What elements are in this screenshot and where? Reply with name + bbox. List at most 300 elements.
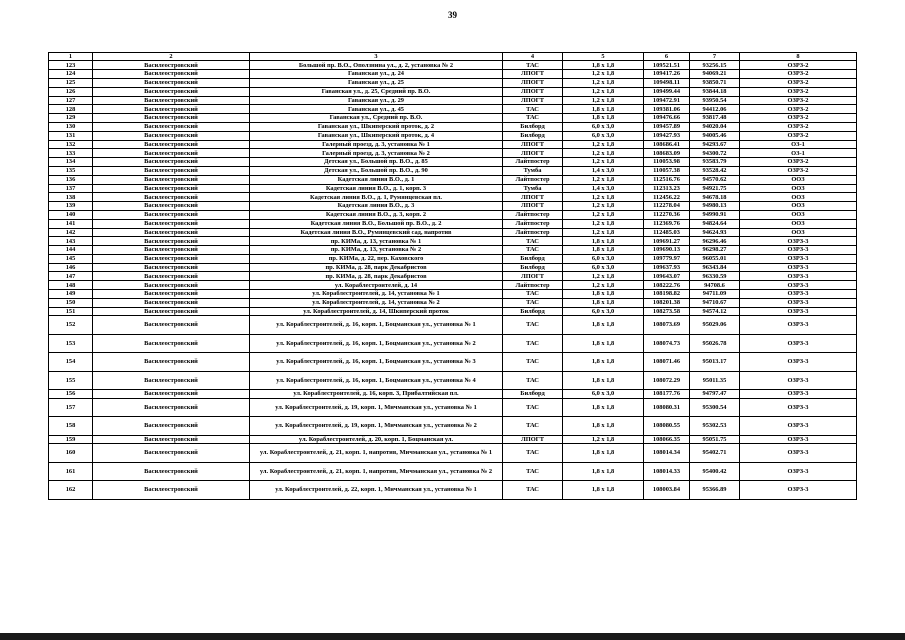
size-cell: 1,8 x 1,8 [563, 371, 644, 389]
size-cell: 1,8 x 1,8 [563, 237, 644, 246]
coordinate-x-cell: 108066.35 [644, 435, 690, 444]
table-row [49, 334, 857, 352]
coordinate-x-cell: 109476.66 [644, 114, 690, 123]
col-header-3: 3 [250, 53, 503, 61]
zone-cell: ООЗ [740, 202, 857, 211]
row-number-cell: 135 [49, 166, 93, 175]
address-cell: ул. Кораблестроителей, д. 16, корп. 3, Прибалтийская пл. [250, 390, 503, 399]
coordinate-y-cell: 95402.71 [690, 444, 740, 462]
table-row [49, 290, 857, 299]
structure-type-cell: ЛПОГТ [503, 140, 563, 149]
row-number-cell: 145 [49, 254, 93, 263]
coordinate-x-cell: 112516.76 [644, 175, 690, 184]
table-row [49, 316, 857, 334]
address-cell: ул. Кораблестроителей, д. 16, корп. 1, Боцманская ул., установка № 2 [250, 334, 503, 352]
coordinate-x-cell: 110053.98 [644, 158, 690, 167]
zone-cell: ООЗ [740, 184, 857, 193]
col-header-7: 7 [690, 53, 740, 61]
table-row [49, 78, 857, 87]
structure-type-cell: Билборд [503, 122, 563, 131]
coordinate-y-cell: 93817.48 [690, 114, 740, 123]
district-cell: Василеостровский [93, 78, 250, 87]
address-cell: пр. КИМа, д. 13, установка № 2 [250, 246, 503, 255]
header-row [49, 53, 857, 61]
table-row [49, 61, 857, 70]
coordinate-x-cell: 108003.84 [644, 481, 690, 499]
structure-type-cell: ТАС [503, 417, 563, 435]
row-number-cell: 161 [49, 462, 93, 480]
district-cell: Василеостровский [93, 105, 250, 114]
district-cell: Василеостровский [93, 158, 250, 167]
row-number-cell: 128 [49, 105, 93, 114]
district-cell: Василеостровский [93, 398, 250, 416]
coordinate-y-cell: 94990.91 [690, 210, 740, 219]
address-cell: ул. Кораблестроителей, д. 21, корп. 1, напротив, Мичманская ул., установка № 2 [250, 462, 503, 480]
structure-type-cell: ТАС [503, 316, 563, 334]
row-number-cell: 131 [49, 131, 93, 140]
structure-type-cell: ЛПОГТ [503, 149, 563, 158]
size-cell: 1,2 x 1,8 [563, 435, 644, 444]
coordinate-x-cell: 109690.13 [644, 246, 690, 255]
coordinate-x-cell: 109457.89 [644, 122, 690, 131]
row-number-cell: 149 [49, 290, 93, 299]
zone-cell: ОЗРЗ-3 [740, 444, 857, 462]
coordinate-x-cell: 112456.22 [644, 193, 690, 202]
size-cell: 6,0 x 3,0 [563, 131, 644, 140]
row-number-cell: 136 [49, 175, 93, 184]
coordinate-y-cell: 95400.42 [690, 462, 740, 480]
col-header-1: 1 [49, 53, 93, 61]
address-cell: Гаванская ул., Шкиперский проток, д. 4 [250, 131, 503, 140]
structure-type-cell: ЛПОГТ [503, 435, 563, 444]
zone-cell: ОЗРЗ-3 [740, 307, 857, 316]
row-number-cell: 159 [49, 435, 93, 444]
district-cell: Василеостровский [93, 140, 250, 149]
address-cell: ул. Кораблестроителей, д. 16, корп. 1, Боцманская ул., установка № 3 [250, 353, 503, 371]
zone-cell: ООЗ [740, 210, 857, 219]
zone-cell: ОЗРЗ-2 [740, 78, 857, 87]
address-cell: ул. Кораблестроителей, д. 14, Шкиперский проток [250, 307, 503, 316]
coordinate-x-cell: 108080.55 [644, 417, 690, 435]
row-number-cell: 155 [49, 371, 93, 389]
coordinate-y-cell: 94980.13 [690, 202, 740, 211]
coordinate-y-cell: 95300.54 [690, 398, 740, 416]
coordinate-y-cell: 93850.71 [690, 78, 740, 87]
address-cell: Гаванская ул., Средний пр. В.О. [250, 114, 503, 123]
structure-type-cell: ТАС [503, 237, 563, 246]
table-row [49, 175, 857, 184]
coordinate-y-cell: 93844.18 [690, 87, 740, 96]
zone-cell: ОЗРЗ-2 [740, 70, 857, 79]
structure-type-cell: ЛПОГТ [503, 87, 563, 96]
coordinate-y-cell: 93583.79 [690, 158, 740, 167]
coordinate-x-cell: 112313.23 [644, 184, 690, 193]
address-cell: ул. Кораблестроителей, д. 14, установка № 1 [250, 290, 503, 299]
coordinate-x-cell: 108686.41 [644, 140, 690, 149]
table-row [49, 105, 857, 114]
zone-cell: ООЗ [740, 175, 857, 184]
structure-type-cell: Билборд [503, 263, 563, 272]
structure-type-cell: Билборд [503, 131, 563, 140]
row-number-cell: 142 [49, 228, 93, 237]
zone-cell: ОЗРЗ-3 [740, 353, 857, 371]
coordinate-y-cell: 93256.15 [690, 61, 740, 70]
row-number-cell: 154 [49, 353, 93, 371]
zone-cell: ОЗРЗ-3 [740, 237, 857, 246]
district-cell: Василеостровский [93, 334, 250, 352]
size-cell: 1,4 x 3,0 [563, 184, 644, 193]
coordinate-y-cell: 96055.01 [690, 254, 740, 263]
table-row [49, 246, 857, 255]
coordinate-x-cell: 108201.38 [644, 298, 690, 307]
size-cell: 1,2 x 1,8 [563, 175, 644, 184]
district-cell: Василеостровский [93, 390, 250, 399]
size-cell: 1,2 x 1,8 [563, 193, 644, 202]
structure-type-cell: ТАС [503, 61, 563, 70]
coordinate-x-cell: 108080.31 [644, 398, 690, 416]
address-cell: ул. Кораблестроителей, д. 14 [250, 281, 503, 290]
coordinate-y-cell: 94624.93 [690, 228, 740, 237]
address-cell: Гаванская ул., д. 29 [250, 96, 503, 105]
zone-cell: ОЗРЗ-2 [740, 105, 857, 114]
structure-type-cell: Билборд [503, 390, 563, 399]
table-row [49, 481, 857, 499]
size-cell: 1,8 x 1,8 [563, 444, 644, 462]
coordinate-x-cell: 109643.07 [644, 272, 690, 281]
coordinate-y-cell: 94921.75 [690, 184, 740, 193]
bottom-edge-bar [0, 633, 905, 640]
address-cell: ул. Кораблестроителей, д. 22, корп. 1, Мичманская ул., установка № 1 [250, 481, 503, 499]
row-number-cell: 143 [49, 237, 93, 246]
zone-cell: ОЗРЗ-3 [740, 417, 857, 435]
district-cell: Василеостровский [93, 254, 250, 263]
district-cell: Василеостровский [93, 175, 250, 184]
coordinate-y-cell: 93528.42 [690, 166, 740, 175]
address-cell: Кадетская линия В.О., Большой пр. В.О., д. 2 [250, 219, 503, 228]
size-cell: 1,8 x 1,8 [563, 462, 644, 480]
size-cell: 6,0 x 3,0 [563, 307, 644, 316]
district-cell: Василеостровский [93, 122, 250, 131]
district-cell: Василеостровский [93, 435, 250, 444]
coordinate-y-cell: 94574.12 [690, 307, 740, 316]
coordinate-x-cell: 109498.11 [644, 78, 690, 87]
structure-type-cell: Лайтпостер [503, 281, 563, 290]
address-cell: ул. Кораблестроителей, д. 16, корп. 1, Боцманская ул., установка № 1 [250, 316, 503, 334]
row-number-cell: 137 [49, 184, 93, 193]
coordinate-y-cell: 96298.27 [690, 246, 740, 255]
structure-type-cell: ЛПОГТ [503, 78, 563, 87]
coordinate-x-cell: 109417.26 [644, 70, 690, 79]
address-cell: Гаванская ул., д. 45 [250, 105, 503, 114]
coordinate-x-cell: 108014.33 [644, 462, 690, 480]
size-cell: 1,2 x 1,8 [563, 210, 644, 219]
address-cell: Гаванская ул., д. 25 [250, 78, 503, 87]
coordinate-y-cell: 94710.67 [690, 298, 740, 307]
district-cell: Василеостровский [93, 281, 250, 290]
size-cell: 1,2 x 1,8 [563, 96, 644, 105]
district-cell: Василеостровский [93, 481, 250, 499]
address-cell: Галерный проезд, д. 3, установка № 2 [250, 149, 503, 158]
coordinate-x-cell: 108014.34 [644, 444, 690, 462]
zone-cell: ОЗРЗ-2 [740, 61, 857, 70]
row-number-cell: 146 [49, 263, 93, 272]
row-number-cell: 126 [49, 87, 93, 96]
table-row [49, 417, 857, 435]
placements-table [48, 52, 857, 500]
address-cell: Детская ул., Большой пр. В.О., д. 85 [250, 158, 503, 167]
structure-type-cell: ЛПОГТ [503, 96, 563, 105]
table-row [49, 307, 857, 316]
coordinate-y-cell: 95011.35 [690, 371, 740, 389]
table-row [49, 353, 857, 371]
district-cell: Василеостровский [93, 166, 250, 175]
district-cell: Василеостровский [93, 417, 250, 435]
structure-type-cell: ТАС [503, 105, 563, 114]
col-header-4: 4 [503, 53, 563, 61]
size-cell: 1,8 x 1,8 [563, 334, 644, 352]
table-row [49, 140, 857, 149]
size-cell: 1,8 x 1,8 [563, 105, 644, 114]
district-cell: Василеостровский [93, 272, 250, 281]
coordinate-y-cell: 94293.67 [690, 140, 740, 149]
row-number-cell: 132 [49, 140, 93, 149]
zone-cell: ОЗРЗ-3 [740, 254, 857, 263]
structure-type-cell: Лайтпостер [503, 228, 563, 237]
coordinate-x-cell: 108071.46 [644, 353, 690, 371]
table-row [49, 444, 857, 462]
col-header-8: 8 [740, 53, 857, 61]
district-cell: Василеостровский [93, 61, 250, 70]
coordinate-y-cell: 96296.46 [690, 237, 740, 246]
row-number-cell: 129 [49, 114, 93, 123]
district-cell: Василеостровский [93, 307, 250, 316]
size-cell: 1,2 x 1,8 [563, 149, 644, 158]
structure-type-cell: ТАС [503, 398, 563, 416]
size-cell: 1,2 x 1,8 [563, 158, 644, 167]
zone-cell: ОЗРЗ-2 [740, 158, 857, 167]
structure-type-cell: Тумба [503, 166, 563, 175]
address-cell: Гаванская ул., Шкиперский проток, д. 2 [250, 122, 503, 131]
coordinate-y-cell: 94797.47 [690, 390, 740, 399]
structure-type-cell: ЛПОГТ [503, 202, 563, 211]
table-row [49, 435, 857, 444]
size-cell: 1,8 x 1,8 [563, 417, 644, 435]
row-number-cell: 156 [49, 390, 93, 399]
district-cell: Василеостровский [93, 149, 250, 158]
zone-cell: ОЗРЗ-3 [740, 263, 857, 272]
coordinate-y-cell: 95366.89 [690, 481, 740, 499]
zone-cell: ООЗ [740, 228, 857, 237]
district-cell: Василеостровский [93, 193, 250, 202]
coordinate-x-cell: 109472.91 [644, 96, 690, 105]
coordinate-y-cell: 94005.46 [690, 131, 740, 140]
table-row [49, 166, 857, 175]
table-row [49, 371, 857, 389]
structure-type-cell: ТАС [503, 444, 563, 462]
row-number-cell: 124 [49, 70, 93, 79]
zone-cell: ОЗРЗ-3 [740, 298, 857, 307]
structure-type-cell: ЛПОГТ [503, 70, 563, 79]
zone-cell: ОЗРЗ-3 [740, 334, 857, 352]
size-cell: 1,2 x 1,8 [563, 272, 644, 281]
district-cell: Василеостровский [93, 237, 250, 246]
size-cell: 1,2 x 1,8 [563, 70, 644, 79]
table-row [49, 96, 857, 105]
size-cell: 6,0 x 3,0 [563, 254, 644, 263]
coordinate-x-cell: 108222.76 [644, 281, 690, 290]
district-cell: Василеостровский [93, 353, 250, 371]
row-number-cell: 141 [49, 219, 93, 228]
structure-type-cell: Билборд [503, 307, 563, 316]
coordinate-y-cell: 94824.64 [690, 219, 740, 228]
size-cell: 1,2 x 1,8 [563, 78, 644, 87]
district-cell: Василеостровский [93, 462, 250, 480]
size-cell: 6,0 x 3,0 [563, 122, 644, 131]
row-number-cell: 134 [49, 158, 93, 167]
address-cell: ул. Кораблестроителей, д. 19, корп. 1, Мичманская ул., установка № 1 [250, 398, 503, 416]
page-number: 39 [448, 10, 457, 20]
size-cell: 1,8 x 1,8 [563, 316, 644, 334]
row-number-cell: 160 [49, 444, 93, 462]
size-cell: 1,2 x 1,8 [563, 219, 644, 228]
table-row [49, 70, 857, 79]
table-row [49, 87, 857, 96]
zone-cell: ОЗРЗ-2 [740, 87, 857, 96]
district-cell: Василеостровский [93, 210, 250, 219]
table-row [49, 131, 857, 140]
zone-cell: ОЗРЗ-2 [740, 114, 857, 123]
zone-cell: ОЗ-1 [740, 149, 857, 158]
table-row [49, 228, 857, 237]
structure-type-cell: ТАС [503, 246, 563, 255]
size-cell: 1,8 x 1,8 [563, 298, 644, 307]
zone-cell: ОЗ-1 [740, 140, 857, 149]
structure-type-cell: ТАС [503, 334, 563, 352]
zone-cell: ОЗРЗ-2 [740, 131, 857, 140]
size-cell: 1,4 x 3,0 [563, 166, 644, 175]
district-cell: Василеостровский [93, 290, 250, 299]
district-cell: Василеостровский [93, 70, 250, 79]
district-cell: Василеостровский [93, 96, 250, 105]
col-header-2: 2 [93, 53, 250, 61]
table-row [49, 202, 857, 211]
coordinate-x-cell: 109521.51 [644, 61, 690, 70]
coordinate-x-cell: 108074.73 [644, 334, 690, 352]
coordinate-x-cell: 109499.44 [644, 87, 690, 96]
district-cell: Василеостровский [93, 246, 250, 255]
coordinate-x-cell: 110057.38 [644, 166, 690, 175]
coordinate-x-cell: 109691.27 [644, 237, 690, 246]
address-cell: ул. Кораблестроителей, д. 21, корп. 1, напротив, Мичманская ул., установка № 1 [250, 444, 503, 462]
district-cell: Василеостровский [93, 316, 250, 334]
zone-cell: ОЗРЗ-2 [740, 96, 857, 105]
structure-type-cell: ЛПОГТ [503, 272, 563, 281]
district-cell: Василеостровский [93, 184, 250, 193]
coordinate-y-cell: 94678.18 [690, 193, 740, 202]
coordinate-x-cell: 108072.29 [644, 371, 690, 389]
structure-type-cell: ТАС [503, 371, 563, 389]
zone-cell: ОЗРЗ-3 [740, 246, 857, 255]
row-number-cell: 125 [49, 78, 93, 87]
coordinate-y-cell: 94412.06 [690, 105, 740, 114]
zone-cell: ОЗРЗ-3 [740, 462, 857, 480]
coordinate-y-cell: 94300.72 [690, 149, 740, 158]
coordinate-y-cell: 95302.53 [690, 417, 740, 435]
address-cell: пр. КИМа, д. 28, парк Декабристов [250, 272, 503, 281]
coordinate-x-cell: 109381.06 [644, 105, 690, 114]
address-cell: Галерный проезд, д. 3, установка № 1 [250, 140, 503, 149]
structure-type-cell: ТАС [503, 114, 563, 123]
address-cell: Большой пр. В.О., Оползнина ул., д. 2, установка № 2 [250, 61, 503, 70]
coordinate-x-cell: 112278.04 [644, 202, 690, 211]
structure-type-cell: Лайтпостер [503, 210, 563, 219]
row-number-cell: 138 [49, 193, 93, 202]
coordinate-y-cell: 96330.59 [690, 272, 740, 281]
coordinate-y-cell: 95029.06 [690, 316, 740, 334]
table-row [49, 114, 857, 123]
coordinate-y-cell: 95051.75 [690, 435, 740, 444]
coordinate-x-cell: 108198.82 [644, 290, 690, 299]
size-cell: 1,8 x 1,8 [563, 398, 644, 416]
row-number-cell: 144 [49, 246, 93, 255]
size-cell: 6,0 x 3,0 [563, 390, 644, 399]
zone-cell: ОЗРЗ-2 [740, 122, 857, 131]
size-cell: 1,8 x 1,8 [563, 61, 644, 70]
zone-cell: ОЗРЗ-3 [740, 435, 857, 444]
coordinate-x-cell: 108073.69 [644, 316, 690, 334]
address-cell: Кадетская линия В.О., Румянцевский сад, напротив [250, 228, 503, 237]
table-row [49, 158, 857, 167]
district-cell: Василеостровский [93, 228, 250, 237]
coordinate-x-cell: 108177.76 [644, 390, 690, 399]
size-cell: 1,2 x 1,8 [563, 281, 644, 290]
address-cell: ул. Кораблестроителей, д. 20, корп. 1, Боцманская ул. [250, 435, 503, 444]
coordinate-y-cell: 94069.21 [690, 70, 740, 79]
structure-type-cell: Лайтпостер [503, 175, 563, 184]
district-cell: Василеостровский [93, 298, 250, 307]
zone-cell: ООЗ [740, 219, 857, 228]
coordinate-x-cell: 108273.58 [644, 307, 690, 316]
row-number-cell: 150 [49, 298, 93, 307]
structure-type-cell: ТАС [503, 462, 563, 480]
coordinate-x-cell: 109637.93 [644, 263, 690, 272]
address-cell: ул. Кораблестроителей, д. 19, корп. 1, Мичманская ул., установка № 2 [250, 417, 503, 435]
coordinate-y-cell: 94711.09 [690, 290, 740, 299]
coordinate-y-cell: 94570.62 [690, 175, 740, 184]
coordinate-x-cell: 109779.97 [644, 254, 690, 263]
table-row [49, 219, 857, 228]
address-cell: ул. Кораблестроителей, д. 16, корп. 1, Боцманская ул., установка № 4 [250, 371, 503, 389]
district-cell: Василеостровский [93, 131, 250, 140]
coordinate-y-cell: 95013.17 [690, 353, 740, 371]
district-cell: Василеостровский [93, 444, 250, 462]
coordinate-x-cell: 108683.09 [644, 149, 690, 158]
address-cell: Кадетская линия В.О., д. 3, корп. 2 [250, 210, 503, 219]
size-cell: 1,2 x 1,8 [563, 140, 644, 149]
structure-type-cell: ТАС [503, 290, 563, 299]
coordinate-x-cell: 112485.03 [644, 228, 690, 237]
coordinate-y-cell: 94020.04 [690, 122, 740, 131]
size-cell: 1,2 x 1,8 [563, 228, 644, 237]
zone-cell: ОЗРЗ-2 [740, 166, 857, 175]
table-row [49, 398, 857, 416]
zone-cell: ОЗРЗ-3 [740, 316, 857, 334]
row-number-cell: 162 [49, 481, 93, 499]
structure-type-cell: Лайтпостер [503, 219, 563, 228]
size-cell: 1,8 x 1,8 [563, 246, 644, 255]
address-cell: Кадетская линия В.О., д. 1 [250, 175, 503, 184]
row-number-cell: 152 [49, 316, 93, 334]
